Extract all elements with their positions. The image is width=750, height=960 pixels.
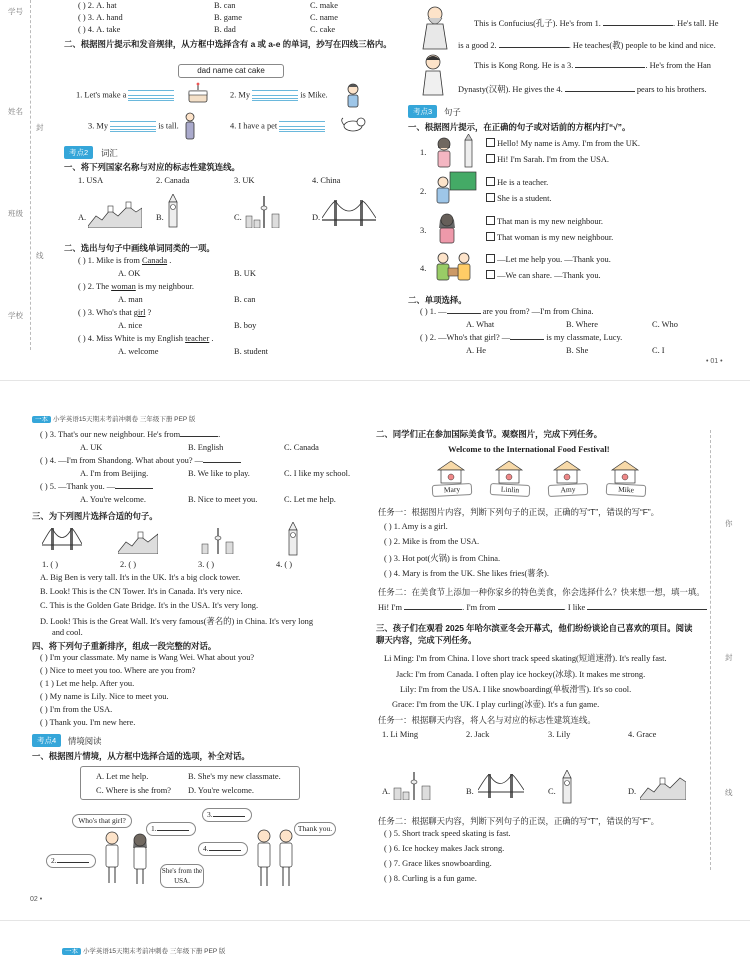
side-label: 线 xyxy=(36,251,44,260)
fill-item: 3. My is tall. xyxy=(88,121,179,131)
checkbox[interactable] xyxy=(486,232,495,241)
helpers-scene-icon xyxy=(250,826,300,890)
woman-icon xyxy=(432,210,462,246)
page-header: 一本 小学英语15天期末考前冲刺卷 三年级下册 PEP 版 xyxy=(62,946,225,955)
option: D. You're welcome. xyxy=(188,786,254,795)
tick-option[interactable]: That woman is my new neighbour. xyxy=(486,232,613,242)
mc-row: ( ) 3. A. hand xyxy=(78,13,123,22)
mc-question: ( ) 4. Miss White is my English teacher . xyxy=(78,334,214,343)
item-number: 1. xyxy=(420,148,427,157)
section-badge: 考点4 xyxy=(32,734,61,747)
picture-number: 1. ( ) xyxy=(42,560,59,569)
para-line: Dynasty(汉朝). He gives the 4. pears to his brothers. xyxy=(458,85,707,94)
name-tag: Amy xyxy=(548,483,589,497)
name-tag: Mary xyxy=(432,483,473,497)
side-label: 封 xyxy=(725,653,733,662)
para-line: is a good 2. . He teaches(教) people to be kind and nice. xyxy=(458,41,716,50)
mc-question: ( ) 1. Mike is from Canada . xyxy=(78,256,172,265)
speech-bubble: 2. xyxy=(46,854,96,868)
section-badge: 考点3 xyxy=(408,105,437,118)
landmark-letter: B. xyxy=(466,787,474,796)
tf-item: ( ) 4. Mary is from the UK. She likes fries(薯条). xyxy=(384,569,549,578)
mc-question: ( ) 2. The woman is my neighbour. xyxy=(78,282,194,291)
person-label: 3. Lily xyxy=(548,730,571,739)
landmark-letter: A. xyxy=(78,213,87,222)
speech-bubble: 3. xyxy=(202,808,252,822)
teacher-icon xyxy=(432,170,478,206)
tick-option[interactable]: That man is my new neighbour. xyxy=(486,216,603,226)
task2-line: Hi! I'm . I'm from . I like xyxy=(378,603,707,612)
tf-item: ( ) 3. Hot pot(火锅) is from China. xyxy=(384,554,501,563)
golden-gate-icon xyxy=(42,526,82,554)
cn-tower-icon xyxy=(244,196,284,230)
chat-line: Jack: I'm from Canada. I often play ice hockey(冰球). It makes me strong. xyxy=(396,670,646,679)
option: C. Where is she from? xyxy=(96,786,171,795)
section-title: 一、将下列国家名称与对应的标志性建筑连线。 xyxy=(64,162,240,172)
speech-bubble: 4. xyxy=(198,842,248,856)
checkbox[interactable] xyxy=(486,254,495,263)
option: C. Canada xyxy=(284,443,319,452)
side-label: 班级 xyxy=(8,209,23,218)
option: B. Where xyxy=(566,320,598,329)
section-title: 二、单项选择。 xyxy=(408,295,467,305)
big-ben-icon xyxy=(166,194,180,230)
kids-scene-icon xyxy=(100,828,160,888)
page-number: 02 • xyxy=(30,896,43,903)
word-box: dad name cat cake xyxy=(178,64,284,78)
option: B. She xyxy=(566,346,589,355)
checkbox[interactable] xyxy=(486,193,495,202)
option: B. can xyxy=(214,1,236,10)
side-label: 线 xyxy=(725,788,733,797)
option: A. man xyxy=(118,295,143,304)
checkbox[interactable] xyxy=(486,138,495,147)
tick-option[interactable]: Hi! I'm Sarah. I'm from the USA. xyxy=(486,154,609,164)
section-title: 二、同学们正在参加国际美食节。观察图片，完成下列任务。 xyxy=(376,429,603,439)
tick-option[interactable]: Hello! My name is Amy. I'm from the UK. xyxy=(486,138,640,148)
mc-question: ( ) 3. That's our new neighbour. He's from . xyxy=(40,430,221,439)
option: B. can xyxy=(234,295,256,304)
section-badge-title: 情境阅读 xyxy=(68,736,102,746)
side-label: 学校 xyxy=(8,311,23,320)
order-item: ( 1 ) Let me help. After you. xyxy=(40,679,135,688)
page-divider xyxy=(0,920,750,921)
side-label: 封 xyxy=(36,123,44,132)
side-label: 学号 xyxy=(8,7,23,16)
food-stand-icon xyxy=(552,460,582,486)
picture-number: 2. ( ) xyxy=(120,560,137,569)
option: A. UK xyxy=(80,443,103,452)
country-label: 3. UK xyxy=(234,176,255,185)
tf-item: ( ) 5. Short track speed skating is fast. xyxy=(384,829,511,838)
landmark-letter: C. xyxy=(548,787,556,796)
fill-item: 1. Let's make a xyxy=(76,90,174,101)
option: B. game xyxy=(214,13,242,22)
picture-number: 3. ( ) xyxy=(198,560,215,569)
task-title: 任务二：根据聊天内容，判断下列句子的正误，正确的写“T”，错误的写“F”。 xyxy=(378,816,660,826)
big-ben-icon xyxy=(286,522,300,558)
option: B. She's my new classmate. xyxy=(188,772,281,781)
cn-tower-icon xyxy=(200,528,240,556)
task-title: 任务一：根据聊天内容，将人名与对应的标志性建筑连线。 xyxy=(378,715,596,725)
section-title: 一、根据图片情境，从方框中选择合适的选项，补全对话。 xyxy=(32,751,250,761)
binding-line xyxy=(30,0,31,350)
cat-icon xyxy=(340,116,366,134)
side-label: 姓名 xyxy=(8,107,23,116)
landmark-letter: C. xyxy=(234,213,242,222)
option: A. Let me help. xyxy=(96,772,149,781)
side-label: 你 xyxy=(725,519,733,528)
option: C. I xyxy=(652,346,665,355)
golden-gate-icon xyxy=(478,772,524,802)
four-line-grid[interactable] xyxy=(279,121,325,132)
option: C. Who xyxy=(652,320,678,329)
option: A. I'm from Beijing. xyxy=(80,469,149,478)
option: C. I like my school. xyxy=(284,469,351,478)
chat-line: Grace: I'm from the UK. I play curling(冰壶). It's a fun game. xyxy=(392,700,600,709)
tf-item: ( ) 6. Ice hockey makes Jack strong. xyxy=(384,844,505,853)
option: A. You're welcome. xyxy=(80,495,146,504)
section-title: 四、将下列句子重新排序，组成一段完整的对话。 xyxy=(32,641,217,651)
landmark-letter: D. xyxy=(628,787,637,796)
option: B. UK xyxy=(234,269,256,278)
tf-item: ( ) 2. Mike is from the USA. xyxy=(384,537,480,546)
section-title: 三、孩子们在观看 2025 年哈尔滨亚冬会开幕式，他们纷纷谈论自己喜欢的项目。阅读聊天内容，完成下列任务。 xyxy=(376,623,693,645)
landmark-letter: D. xyxy=(312,213,321,222)
option: B. Nice to meet you. xyxy=(188,495,258,504)
order-item: ( ) Thank you. I'm new here. xyxy=(40,718,136,727)
sentence-option: B. Look! This is the CN Tower. It's in Canada. It's very nice. xyxy=(40,587,243,596)
option: C. name xyxy=(310,13,338,22)
option: B. We like to play. xyxy=(188,469,250,478)
checkbox[interactable] xyxy=(486,216,495,225)
picture-number: 4. ( ) xyxy=(276,560,293,569)
option: A. What xyxy=(466,320,495,329)
page-header: 一本 小学英语15天期末考前冲刺卷 三年级下册 PEP 版 xyxy=(32,414,195,423)
order-item: ( ) Nice to meet you too. Where are you from? xyxy=(40,666,196,675)
food-stand-icon xyxy=(436,460,466,486)
section-title: 二、根据图片提示和发音规律，从方框中选择含有 a 或 a-e 的单词，抄写在四线三格内。 xyxy=(64,39,392,49)
great-wall-icon xyxy=(640,772,686,802)
tf-item: ( ) 8. Curling is a fun game. xyxy=(384,874,477,883)
tf-item: ( ) 1. Amy is a girl. xyxy=(384,522,448,531)
option: B. student xyxy=(234,347,268,356)
option: A. He xyxy=(466,346,487,355)
single-choice: ( ) 2. —Who's that girl? — is my classmate, Lucy. xyxy=(420,333,623,342)
speech-bubble: Thank you. xyxy=(294,822,336,836)
speech-bubble: 1. xyxy=(146,822,196,836)
page-divider xyxy=(0,380,750,381)
item-number: 2. xyxy=(420,187,427,196)
golden-gate-icon xyxy=(322,198,376,230)
four-line-grid[interactable] xyxy=(128,90,174,101)
section-badge-title: 词汇 xyxy=(101,148,118,158)
confucius-icon xyxy=(418,4,452,52)
tf-item: ( ) 7. Grace likes snowboarding. xyxy=(384,859,492,868)
name-tag: Linlin xyxy=(490,483,531,497)
name-tag: Mike xyxy=(606,483,647,497)
amy-big-ben-icon xyxy=(432,134,478,170)
option: A. OK xyxy=(118,269,141,278)
landmark-letter: B. xyxy=(156,213,164,222)
sentence-option: and cool. xyxy=(52,628,83,637)
four-line-grid[interactable] xyxy=(252,90,298,101)
sentence-option: A. Big Ben is very tall. It's in the UK. It's a big clock tower. xyxy=(40,573,241,582)
section-title: 三、为下列图片选择合适的句子。 xyxy=(32,511,158,521)
option: A. welcome xyxy=(118,347,159,356)
sentence-option: C. This is the Golden Gate Bridge. It's in the USA. It's very long. xyxy=(40,601,259,610)
kong-rong-icon xyxy=(418,52,448,98)
section-title: 二、选出与句子中画线单词同类的一项。 xyxy=(64,243,215,253)
four-line-grid[interactable] xyxy=(110,121,156,132)
mc-question: ( ) 3. Who's that girl ? xyxy=(78,308,152,317)
person-label: 2. Jack xyxy=(466,730,490,739)
tick-option[interactable]: He is a teacher. xyxy=(486,177,548,187)
tick-option[interactable]: —Let me help you. —Thank you. xyxy=(486,254,611,264)
option: A. nice xyxy=(118,321,143,330)
order-item: ( ) My name is Lily. Nice to meet you. xyxy=(40,692,169,701)
section-title: 一、根据图片提示，在正确的句子或对话前的方框内打“√”。 xyxy=(408,122,631,132)
section-badge: 考点2 xyxy=(64,146,93,159)
food-stand-icon xyxy=(610,460,640,486)
chat-line: Lily: I'm from the USA. I like snowboarding(单板滑雪). It's so cool. xyxy=(400,685,632,694)
mc-row: ( ) 4. A. take xyxy=(78,25,121,34)
country-label: 2. Canada xyxy=(156,176,190,185)
country-label: 1. USA xyxy=(78,176,104,185)
para-line: This is Kong Rong. He is a 3. . He's from the Han xyxy=(474,61,711,70)
checkbox[interactable] xyxy=(486,270,495,279)
checkbox[interactable] xyxy=(486,154,495,163)
cn-tower-icon xyxy=(392,772,440,802)
item-number: 3. xyxy=(420,226,427,235)
landmark-letter: A. xyxy=(382,787,391,796)
person-label: 1. Li Ming xyxy=(382,730,419,739)
speech-bubble: Who's that girl? xyxy=(72,814,132,828)
single-choice: ( ) 1. — are you from? —I'm from China. xyxy=(420,307,594,316)
great-wall-icon xyxy=(88,198,142,230)
mc-row: ( ) 2. A. hat xyxy=(78,1,117,10)
fill-item: 4. I have a pet xyxy=(230,121,325,132)
section-badge-title: 句子 xyxy=(444,107,461,117)
binding-line xyxy=(710,430,711,870)
big-ben-icon xyxy=(560,770,574,806)
task-title: 任务一：根据图片内容，判断下列句子的正误，正确的写“T”，错误的写“F”。 xyxy=(378,507,660,517)
man-icon xyxy=(344,82,362,110)
item-number: 4. xyxy=(420,264,427,273)
para-line: This is Confucius(孔子). He's from 1. . He's tall. He xyxy=(474,19,719,28)
sentence-option: D. Look! This is the Great Wall. It's very famous(著名的) in China. It's very long xyxy=(40,617,314,626)
country-label: 4. China xyxy=(312,176,341,185)
fill-item: 2. My is Mike. xyxy=(230,90,328,100)
option: C. Let me help. xyxy=(284,495,336,504)
page-number: • 01 • xyxy=(706,358,723,365)
chat-line: Li Ming: I'm from China. I love short track speed skating(短道速滑). It's really fast. xyxy=(384,654,667,663)
option: B. dad xyxy=(214,25,236,34)
task-title: 任务二：在美食节上添加一种你家乡的特色美食，你会选择什么？快来想一想，填一填。 xyxy=(378,587,705,597)
speech-bubble: She's from the USA. xyxy=(160,864,204,888)
great-wall-icon xyxy=(118,530,158,556)
person-label: 4. Grace xyxy=(628,730,657,739)
tick-option[interactable]: She is a student. xyxy=(486,193,552,203)
tall-man-icon xyxy=(182,112,198,142)
food-stand-icon xyxy=(494,460,524,486)
mc-question: ( ) 4. —I'm from Shandong. What about you? — xyxy=(40,456,241,465)
festival-title: Welcome to the International Food Festival! xyxy=(448,444,610,454)
mc-question: ( ) 5. —Thank you. — xyxy=(40,482,153,491)
checkbox[interactable] xyxy=(486,177,495,186)
option: C. cake xyxy=(310,25,336,34)
order-item: ( ) I'm your classmate. My name is Wang Wei. What about you? xyxy=(40,653,255,662)
order-item: ( ) I'm from the USA. xyxy=(40,705,113,714)
cake-icon xyxy=(186,82,210,106)
tick-option[interactable]: —We can share. —Thank you. xyxy=(486,270,601,280)
option: B. English xyxy=(188,443,224,452)
helping-kids-icon xyxy=(432,250,478,286)
option: B. boy xyxy=(234,321,257,330)
option: C. make xyxy=(310,1,338,10)
